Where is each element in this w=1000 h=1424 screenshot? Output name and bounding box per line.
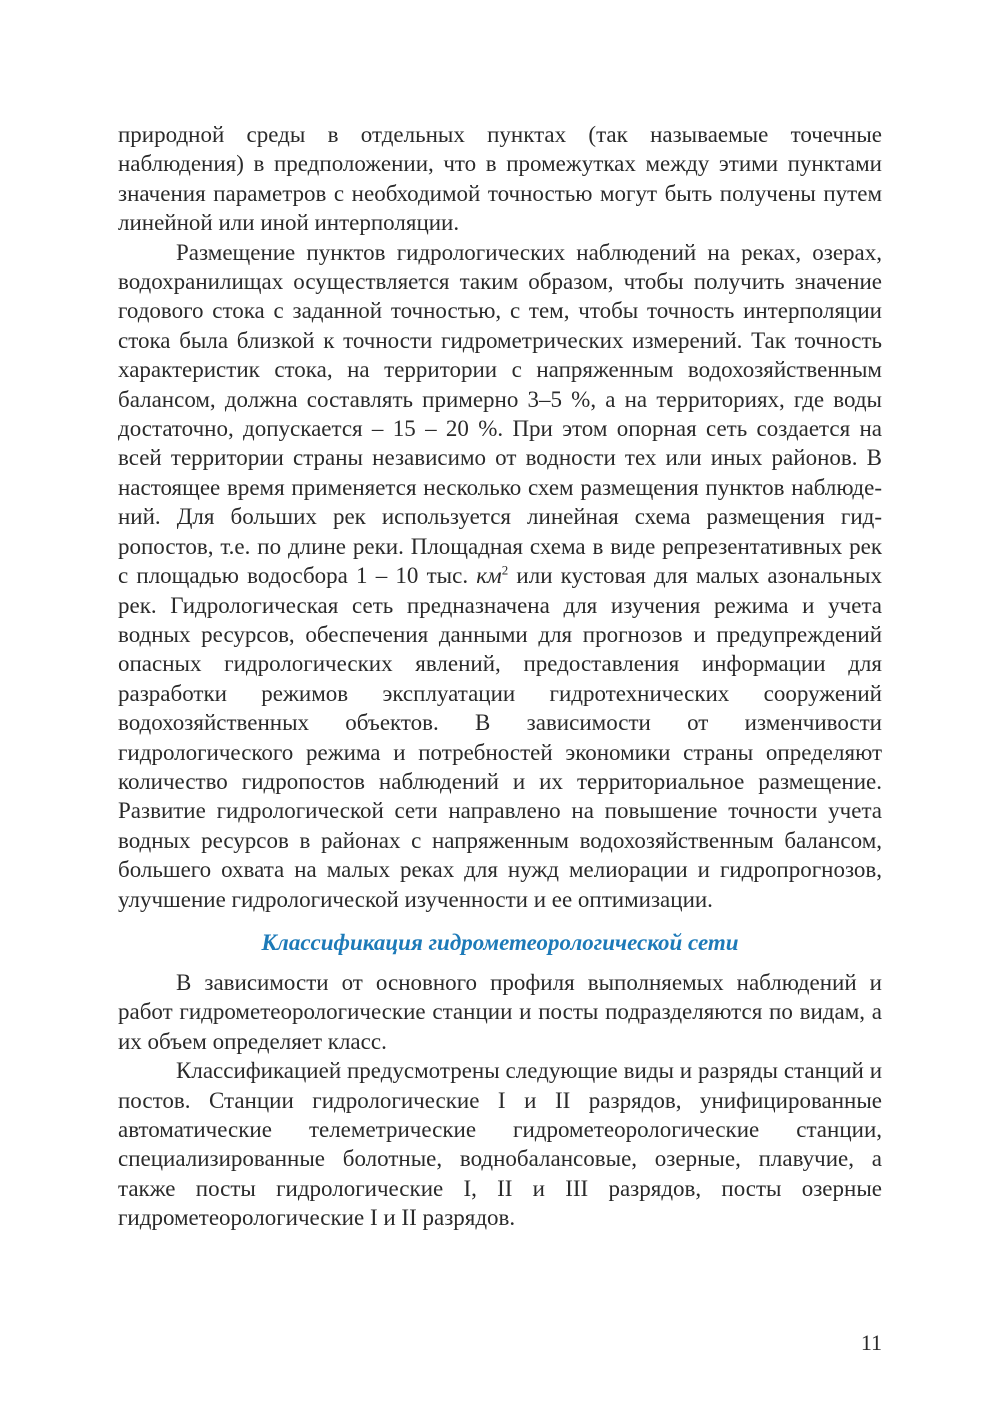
paragraph-placement-text-start: Размещение пунктов гидрологических наблюдений на реках, озерах, водохранилищах осуществляется таким образом, чтобы получить значение годового стока с заданной точностью, с тем, чтобы точность интерполяции стока была близкой к точности гидрометрических измерений. Так точность характеристик стока, на территории с напряженным водохозяйственным балансом, должна составлять примерно 3–5 %, а на территориях, где воды достаточно, допускается – 15 – 20 %. При этом опорная сеть создается на всей территории страны независимо от водности тех или иных районов. В настоящее время применяется несколько схем размещения пунктов наблюдений. Для больших рек используется линейная схема размещения гидропостов, т.е. по длине реки. Площадная схема в виде репрезентативных рек с площадью водосбора 1 – 10 тыс. [118,239,882,589]
paragraph-types-and-classes: В зависимости от основного профиля выполняемых наблюдений и работ гидрометеорологические станции и посты подразделяются по видам, а их объем определяет класс. [118,969,882,1054]
paragraph-station-placement [118,238,882,914]
area-unit-power: 2 [501,562,509,578]
area-unit: км [476,563,502,589]
paragraph-classification: Классификацией предусмотрены следующие виды и разряды станций и постов. Станции гидрологические I и II разрядов, унифицированные автоматические телеметрические гидрометеорологические станции, специализированные болотные, воднобалансовые, озерные, плавучие, а также посты гидрологические I, II и III разрядов, посты озерные гидрометеорологические I и II разрядов. [118,1058,882,1231]
section-heading: Классификация гидрометеорологической сети [261,929,739,955]
page-body [118,120,882,1233]
paragraph-interpolation: природной среды в отдельных пунктах (так называемые точечные наблюдения) в предположении, что в промежутках между этими пунктами значения параметров с необходимой точностью могут быть получены путем линейной или иной интерполяции. [118,122,882,236]
page-number: 11 [860,1330,882,1355]
paragraph-placement-text-end: или кустовая для малых азональных рек. Гидрологическая сеть предназначена для изучения режима и учета водных ресурсов, обеспечения данными для прогнозов и предупреждений опасных гидрологических явлений, предоставления информации для разработки режимов эксплуатации гидротехнических сооружений водохозяйственных объектов. В зависимости от изменчивости гидрологического режима и потребностей экономики страны определяют количество гидропостов наблюдений и их территориальное размещение. Развитие гидрологической сети направлено на повышение точности учета водных ресурсов в районах с напряженным водохозяйственным балансом, большего охвата на малых реках для нужд мелиорации и гидропрогнозов, улучшение гидрологической изученности и ее оптимизации. [118,563,882,912]
